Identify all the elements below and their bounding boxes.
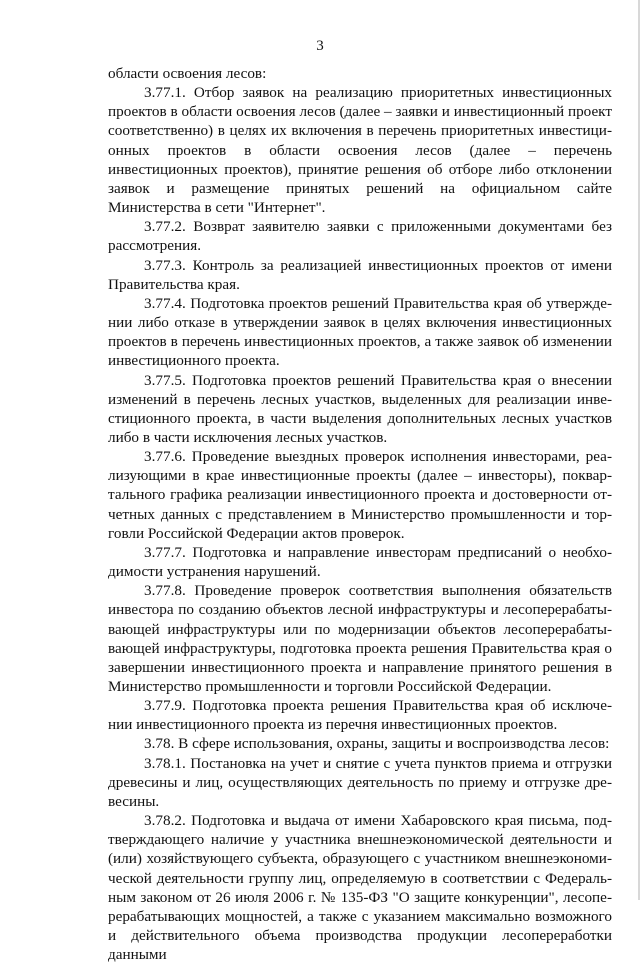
paragraph-3-78: 3.78. В сфере использования, охраны, защиты и воспроизводства лесов: [144,735,610,753]
paragraph-3-77-6: 3.77.6. Проведение выездных проверок исполнения инвесторами, реализующими в крае инвестиционные проекты (далее – инвесторы), поквартального графика реализации инвестиционного проекта и достоверности отчетных данных с представлением в Министерство промышленности и торговли Российской Федерации актов проверок. [108,448,612,542]
page-number: 3 [316,38,324,54]
paragraph-3-77-7: 3.77.7. Подготовка и направление инвесторам предписаний о необходимости устранения нарушений. [108,543,612,581]
paragraph-3-77-9: 3.77.9. Подготовка проекта решения Правительства края об исключении инвестиционного проекта из перечня инвестиционных проектов. [108,697,612,734]
paragraph-3-77-3: 3.77.3. Контроль за реализацией инвестиционных проектов от имени Правительства края. [108,256,612,293]
paragraph-3-77-8: 3.77.8. Проведение проверок соответствия выполнения обязательств инвестора по созданию объектов лесной инфраструктуры и лесоперерабатывающей инфраструктуры или по модернизации объектов лесоперерабатывающей инфраструктуры, подготовка проекта решения Правительства края о завершении инвестиционного проекта и направление принятого решения в Министерство промышленности и торговли Российской Федерации. [108,582,612,695]
paragraph-3-78-2: 3.78.2. Подготовка и выдача от имени Хабаровского края письма, подтверждающего наличие у участника внешнеэкономической деятельности и (или) хозяйствующего субъекта, образующего с участником внешнеэкономической деятельности группу лиц, определяемую в соответствии с Федеральным законом от 26 июля 2006 г. № 135-ФЗ "О защите конкуренции", лесоперерабатывающих мощностей, а также с указанием максимально возможного и действительного объема производства продукции лесопереработки данными [108,812,612,964]
paragraph-3-77-1: 3.77.1. Отбор заявок на реализацию приоритетных инвестиционных проектов в области освоения лесов (далее – заявки и инвестиционный проект соответственно) в целях их включения в перечень приоритетных инвестиционных проектов в области освоения лесов (далее – перечень инвестиционных проектов), принятие решения об отборе либо отклонении заявок и размещение принятых решений на официальном сайте Министерства в сети "Интернет". [108,84,612,217]
paragraph-3-77-4: 3.77.4. Подготовка проектов решений Правительства края об утверждении либо отказе в утверждении заявок в целях включения инвестиционных проектов в перечень инвестиционных проектов, а также заявок об изменении инвестиционного проекта. [108,294,612,370]
paragraph-3-78-1: 3.78.1. Постановка на учет и снятие с учета пунктов приема и отгрузки древесины и лиц, осуществляющих деятельность по приему и отгрузке древесины. [108,754,612,810]
paragraph-continuation: области освоения лесов: [108,65,267,82]
document-body [108,64,612,964]
paragraph-3-77-2: 3.77.2. Возврат заявителю заявки с приложенными документами без рассмотрения. [108,218,612,255]
paragraph-3-77-5: 3.77.5. Подготовка проектов решений Правительства края о внесении изменений в перечень лесных участков, выделенных для реализации инвестиционного проекта, в части выделения дополнительных лесных участков либо в части исключения лесных участков. [108,371,612,446]
